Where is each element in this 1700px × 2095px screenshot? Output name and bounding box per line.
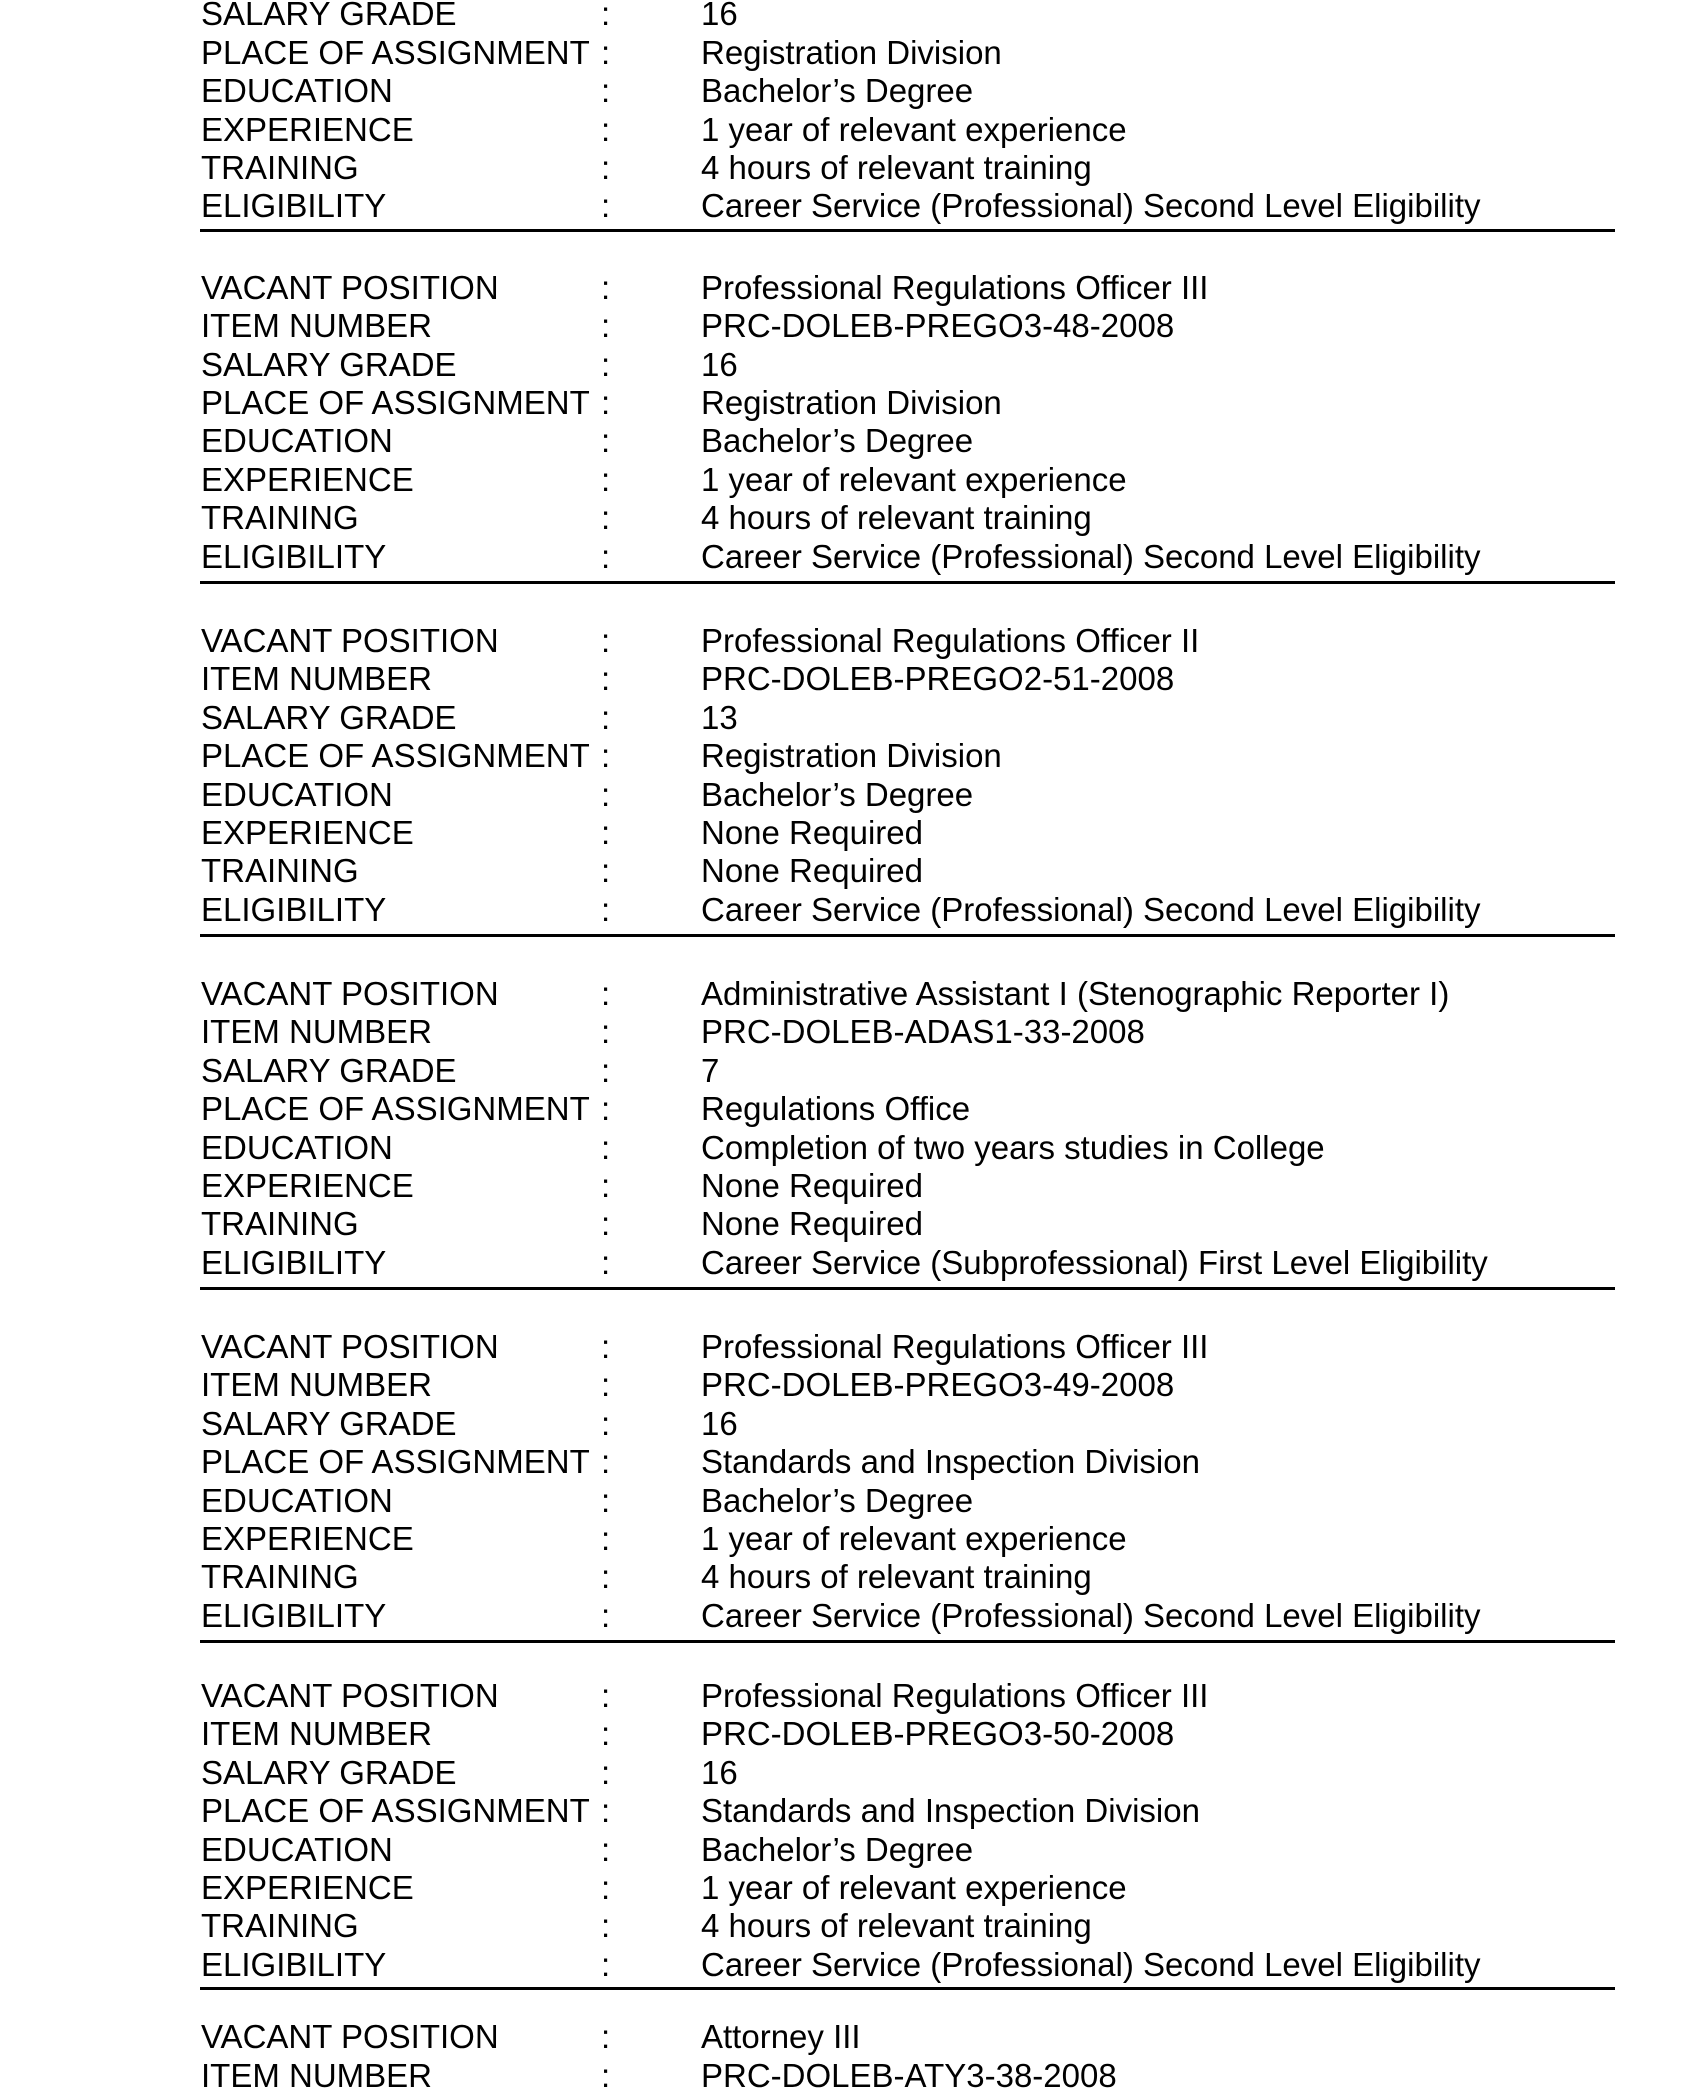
field-value: Professional Regulations Officer III [701,1328,1209,1365]
field-value: 4 hours of relevant training [701,499,1092,536]
field-label: PLACE OF ASSIGNMENT [201,737,590,774]
field-separator: : [601,1482,611,1519]
field-row-experience [0,461,1700,499]
section-divider [200,1287,1615,1290]
field-row-experience [0,1520,1700,1558]
field-value: 16 [701,0,738,32]
field-value: Administrative Assistant I (Stenographic Reporter I) [701,975,1450,1012]
field-row-vacant-position [0,269,1700,307]
field-label: EDUCATION [201,1482,393,1519]
field-label: VACANT POSITION [201,1677,499,1714]
field-separator: : [601,149,611,186]
field-row-vacant-position [0,975,1700,1013]
field-separator: : [601,1946,611,1983]
field-value: Standards and Inspection Division [701,1443,1200,1480]
field-value: Bachelor’s Degree [701,776,974,813]
field-value: 1 year of relevant experience [701,461,1127,498]
field-label: TRAINING [201,149,359,186]
field-value: Bachelor’s Degree [701,72,974,109]
field-value: PRC-DOLEB-PREGO3-49-2008 [701,1366,1175,1403]
field-separator: : [601,1443,611,1480]
field-separator: : [601,814,611,851]
field-value: 1 year of relevant experience [701,1520,1127,1557]
field-row-training [0,149,1700,187]
field-label: EDUCATION [201,1129,393,1166]
field-row-training [0,1907,1700,1945]
field-row-eligibility [0,1244,1700,1282]
field-row-item-number [0,660,1700,698]
field-separator: : [601,1244,611,1281]
field-label: VACANT POSITION [201,975,499,1012]
field-value: Completion of two years studies in College [701,1129,1325,1166]
field-separator: : [601,1869,611,1906]
field-separator: : [601,422,611,459]
field-label: PLACE OF ASSIGNMENT [201,1443,590,1480]
field-value: 13 [701,699,738,736]
field-separator: : [601,1520,611,1557]
field-separator: : [601,1090,611,1127]
field-separator: : [601,346,611,383]
field-separator: : [601,499,611,536]
section-divider [200,1987,1615,1990]
field-label: PLACE OF ASSIGNMENT [201,34,590,71]
field-value: Career Service (Subprofessional) First Level Eligibility [701,1244,1488,1281]
field-value: Attorney III [701,2018,861,2055]
field-row-education [0,1831,1700,1869]
field-value: PRC-DOLEB-ADAS1-33-2008 [701,1013,1145,1050]
field-label: TRAINING [201,1558,359,1595]
field-row-eligibility [0,538,1700,576]
field-separator: : [601,2057,611,2094]
field-separator: : [601,622,611,659]
field-row-experience [0,1869,1700,1907]
field-value: Registration Division [701,384,1002,421]
field-label: EXPERIENCE [201,1520,414,1557]
field-value: Professional Regulations Officer II [701,622,1200,659]
field-separator: : [601,1907,611,1944]
field-value: 4 hours of relevant training [701,1907,1092,1944]
field-value: PRC-DOLEB-PREGO3-50-2008 [701,1715,1175,1752]
field-separator: : [601,852,611,889]
field-row-item-number [0,2057,1700,2095]
field-row-education [0,776,1700,814]
field-value: 4 hours of relevant training [701,149,1092,186]
field-row-salary-grade [0,1405,1700,1443]
field-label: PLACE OF ASSIGNMENT [201,1090,590,1127]
field-label: PLACE OF ASSIGNMENT [201,384,590,421]
field-row-place-of-assignment [0,34,1700,72]
field-separator: : [601,1597,611,1634]
field-separator: : [601,538,611,575]
field-value: 16 [701,1405,738,1442]
field-label: EXPERIENCE [201,1869,414,1906]
field-label: EDUCATION [201,72,393,109]
field-label: VACANT POSITION [201,1328,499,1365]
field-label: SALARY GRADE [201,1754,457,1791]
field-row-training [0,852,1700,890]
field-separator: : [601,1677,611,1714]
field-separator: : [601,1328,611,1365]
field-separator: : [601,776,611,813]
field-label: ELIGIBILITY [201,538,387,575]
field-value: 7 [701,1052,720,1089]
field-label: EXPERIENCE [201,1167,414,1204]
field-label: VACANT POSITION [201,269,499,306]
field-row-vacant-position [0,2018,1700,2056]
field-separator: : [601,1366,611,1403]
field-value: Standards and Inspection Division [701,1792,1200,1829]
field-row-eligibility [0,1597,1700,1635]
field-separator: : [601,1167,611,1204]
field-row-training [0,499,1700,537]
section-divider [200,229,1615,232]
field-separator: : [601,384,611,421]
field-row-salary-grade [0,1754,1700,1792]
field-value: PRC-DOLEB-PREGO2-51-2008 [701,660,1175,697]
field-label: VACANT POSITION [201,2018,499,2055]
field-separator: : [601,0,611,32]
field-separator: : [601,737,611,774]
field-row-education [0,422,1700,460]
field-value: Regulations Office [701,1090,971,1127]
field-label: TRAINING [201,1205,359,1242]
field-row-place-of-assignment [0,1090,1700,1128]
field-value: Career Service (Professional) Second Level Eligibility [701,891,1481,928]
field-row-item-number [0,1366,1700,1404]
field-value: Registration Division [701,737,1002,774]
field-separator: : [601,1754,611,1791]
field-separator: : [601,187,611,224]
field-value: PRC-DOLEB-PREGO3-48-2008 [701,307,1175,344]
field-separator: : [601,975,611,1012]
field-row-eligibility [0,891,1700,929]
field-label: ITEM NUMBER [201,2057,432,2094]
field-row-item-number [0,307,1700,345]
section-divider [200,1640,1615,1643]
field-value: Professional Regulations Officer III [701,1677,1209,1714]
field-row-place-of-assignment [0,737,1700,775]
field-separator: : [601,891,611,928]
field-label: EDUCATION [201,1831,393,1868]
field-value: Career Service (Professional) Second Level Eligibility [701,538,1481,575]
field-label: ITEM NUMBER [201,1715,432,1752]
field-row-salary-grade [0,0,1700,33]
field-value: 1 year of relevant experience [701,1869,1127,1906]
field-label: TRAINING [201,852,359,889]
field-separator: : [601,1013,611,1050]
field-row-item-number [0,1715,1700,1753]
field-row-salary-grade [0,346,1700,384]
field-row-experience [0,814,1700,852]
field-row-place-of-assignment [0,1792,1700,1830]
field-row-education [0,1129,1700,1167]
field-label: SALARY GRADE [201,346,457,383]
field-label: TRAINING [201,499,359,536]
field-separator: : [601,1405,611,1442]
field-separator: : [601,2018,611,2055]
field-label: ITEM NUMBER [201,660,432,697]
field-separator: : [601,1558,611,1595]
field-row-eligibility [0,187,1700,225]
field-row-training [0,1558,1700,1596]
field-label: TRAINING [201,1907,359,1944]
field-row-training [0,1205,1700,1243]
field-label: SALARY GRADE [201,1052,457,1089]
field-separator: : [601,461,611,498]
field-row-eligibility [0,1946,1700,1984]
field-value: Bachelor’s Degree [701,1831,974,1868]
field-separator: : [601,34,611,71]
field-separator: : [601,660,611,697]
field-label: ELIGIBILITY [201,1946,387,1983]
section-divider [200,934,1615,937]
field-value: None Required [701,814,923,851]
field-value: Professional Regulations Officer III [701,269,1209,306]
field-label: EDUCATION [201,422,393,459]
field-label: EDUCATION [201,776,393,813]
field-value: None Required [701,1167,923,1204]
field-label: ITEM NUMBER [201,307,432,344]
field-separator: : [601,269,611,306]
field-separator: : [601,307,611,344]
field-label: ITEM NUMBER [201,1013,432,1050]
field-label: VACANT POSITION [201,622,499,659]
field-label: SALARY GRADE [201,699,457,736]
section-divider [200,581,1615,584]
field-label: ELIGIBILITY [201,187,387,224]
field-label: SALARY GRADE [201,0,457,32]
field-row-vacant-position [0,1328,1700,1366]
field-row-vacant-position [0,622,1700,660]
field-label: ITEM NUMBER [201,1366,432,1403]
field-value: 4 hours of relevant training [701,1558,1092,1595]
field-row-vacant-position [0,1677,1700,1715]
field-separator: : [601,1205,611,1242]
field-value: 16 [701,1754,738,1791]
field-value: Career Service (Professional) Second Level Eligibility [701,1946,1481,1983]
field-label: SALARY GRADE [201,1405,457,1442]
field-value: 16 [701,346,738,383]
field-value: 1 year of relevant experience [701,111,1127,148]
field-row-experience [0,111,1700,149]
field-row-place-of-assignment [0,384,1700,422]
field-label: EXPERIENCE [201,461,414,498]
field-value: Career Service (Professional) Second Level Eligibility [701,1597,1481,1634]
field-row-experience [0,1167,1700,1205]
field-label: PLACE OF ASSIGNMENT [201,1792,590,1829]
field-row-education [0,72,1700,110]
field-value: Registration Division [701,34,1002,71]
field-value: None Required [701,852,923,889]
field-separator: : [601,1715,611,1752]
field-row-salary-grade [0,699,1700,737]
field-separator: : [601,111,611,148]
field-value: Bachelor’s Degree [701,422,974,459]
field-row-place-of-assignment [0,1443,1700,1481]
field-separator: : [601,1792,611,1829]
field-value: Bachelor’s Degree [701,1482,974,1519]
field-separator: : [601,1831,611,1868]
field-row-education [0,1482,1700,1520]
field-label: ELIGIBILITY [201,1597,387,1634]
field-row-item-number [0,1013,1700,1051]
field-value: PRC-DOLEB-ATY3-38-2008 [701,2057,1117,2094]
field-row-salary-grade [0,1052,1700,1090]
field-value: Career Service (Professional) Second Level Eligibility [701,187,1481,224]
field-separator: : [601,1129,611,1166]
field-label: EXPERIENCE [201,111,414,148]
field-value: None Required [701,1205,923,1242]
field-label: EXPERIENCE [201,814,414,851]
field-label: ELIGIBILITY [201,891,387,928]
field-separator: : [601,72,611,109]
field-separator: : [601,699,611,736]
field-separator: : [601,1052,611,1089]
field-label: ELIGIBILITY [201,1244,387,1281]
